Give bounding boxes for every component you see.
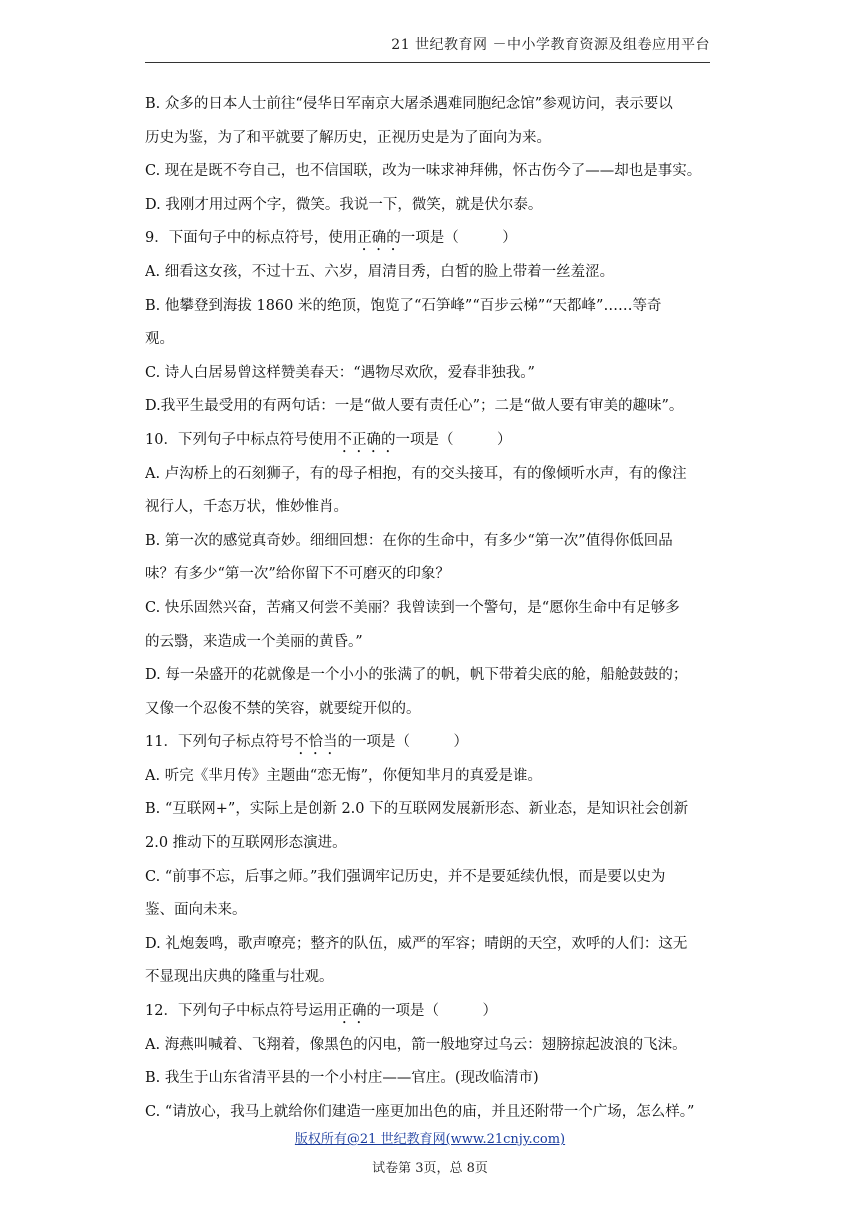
page-header-site: 21 世纪教育网 －中小学教育资源及组卷应用平台 (391, 37, 710, 53)
question-stem-before: 9．下面句子中的标点符号，使用 (145, 230, 358, 247)
question-stem-before: 11．下列句子标点符号 (145, 734, 294, 751)
text-line: D. 每一朵盛开的花就像是一个小小的张满了的帆，帆下带着尖底的舱，船舱鼓鼓的； (145, 667, 688, 684)
question-stem-before: 10．下列句子中标点符号使用 (145, 431, 338, 448)
text-line: D.我平生最受用的有两句话：一是“做人要有责任心”；二是“做人要有审美的趣味”。 (145, 398, 684, 415)
text-line: A. 听完《芈月传》主题曲“恋无悔”，你便知芈月的真爱是谁。 (145, 767, 543, 784)
text-line: B. 众多的日本人士前往“侵华日军南京大屠杀遇难同胞纪念馆”参观访问，表示要以 (145, 96, 673, 112)
text-line: A. 海燕叫喊着、飞翔着，像黑色的闪电，箭一般地穿过乌云：翅膀掠起波浪的飞沫。 (145, 1036, 687, 1053)
text-line: 历史为鉴，为了和平就要了解历史，正视历史是为了面向为来。 (145, 129, 551, 146)
text-line: C. 快乐固然兴奋，苦痛又何尝不美丽？我曾读到一个警句，是“愿你生命中有足够多 (145, 599, 680, 616)
text-line: B. 我生于山东省清平县的一个小村庄——官庄。(现改临清市) (145, 1070, 539, 1087)
text-line: 味？有多少“第一次”给你留下不可磨灭的印象？ (145, 566, 450, 583)
footer-page-info: 试卷第 3页，总 8页 (372, 1161, 488, 1176)
emphasis-dotted-text: 不正确的 (337, 431, 396, 448)
question-stem (145, 222, 715, 256)
question-stem-after: 的一项是（ ） (337, 734, 468, 751)
text-line: C. 诗人白居易曾这样赞美春天：“遇物尽欢欣，爱春非独我。” (145, 364, 535, 381)
text-line: 不显现出庆典的隆重与壮观。 (145, 969, 334, 986)
text-line: 视行人，千态万状，惟妙惟肖。 (145, 499, 348, 516)
emphasis-dotted-text: 不恰当 (293, 734, 338, 751)
question-stem-after: 一项是（ ） (395, 431, 512, 448)
text-line: D. 礼炮轰鸣，歌声嘹亮；整齐的队伍，威严的军容；晴朗的天空，欢呼的人们：这无 (145, 935, 688, 952)
exam-content (145, 88, 715, 1129)
header-divider (145, 62, 710, 63)
text-line: C. “请放心，我马上就给你们建造一座更加出色的庙，并且还附带一个广场，怎么样。” (145, 1103, 695, 1120)
question-stem (145, 726, 715, 760)
text-line: A. 细看这女孩，不过十五、六岁，眉清目秀，白皙的脸上带着一丝羞涩。 (145, 263, 615, 280)
emphasis-dotted-text: 正确 (337, 1003, 367, 1020)
question-stem-after: 的一项是（ ） (366, 1003, 497, 1020)
question-stem-after: 一项是（ ） (400, 230, 517, 247)
question-stem (145, 995, 715, 1029)
text-line: C. 现在是既不夸自己，也不信国联，改为一味求神拜佛，怀古伤今了——却也是事实。 (145, 163, 702, 180)
emphasis-dotted-text: 正确的 (357, 230, 401, 247)
text-line: A. 卢沟桥上的石刻狮子，有的母子相抱，有的交头接耳，有的像倾听水声，有的像注 (145, 465, 687, 482)
text-line: B. 他攀登到海拔 1860 米的绝顶，饱览了“石笋峰”“百步云梯”“天都峰”……等奇 (145, 297, 662, 314)
text-line: 的云翳，来造成一个美丽的黄昏。” (145, 633, 363, 650)
text-line: B. 第一次的感觉真奇妙。细细回想：在你的生命中，有多少“第一次”值得你低回品 (145, 532, 673, 549)
text-line: 观。 (145, 331, 174, 348)
text-line: 又像一个忍俊不禁的笑容，就要绽开似的。 (145, 700, 421, 717)
text-line: C. “前事不忘，后事之师。”我们强调牢记历史，并不是要延续仇恨，而是要以史为 (145, 868, 666, 885)
text-line: 鉴、面向未来。 (145, 902, 247, 919)
question-stem-before: 12．下列句子中标点符号运用 (145, 1003, 338, 1020)
footer-copyright-link[interactable]: 版权所有@21 世纪教育网(www.21cnjy.com) (294, 1132, 566, 1147)
text-line: B. “互联网+”，实际上是创新 2.0 下的互联网发展新形态、新业态，是知识社会创新 (145, 801, 689, 818)
question-stem (145, 424, 715, 458)
text-line: 2.0 推动下的互联网形态演进。 (145, 835, 347, 852)
text-line: D. 我刚才用过两个字，微笑。我说一下，微笑，就是伏尔泰。 (145, 196, 543, 213)
